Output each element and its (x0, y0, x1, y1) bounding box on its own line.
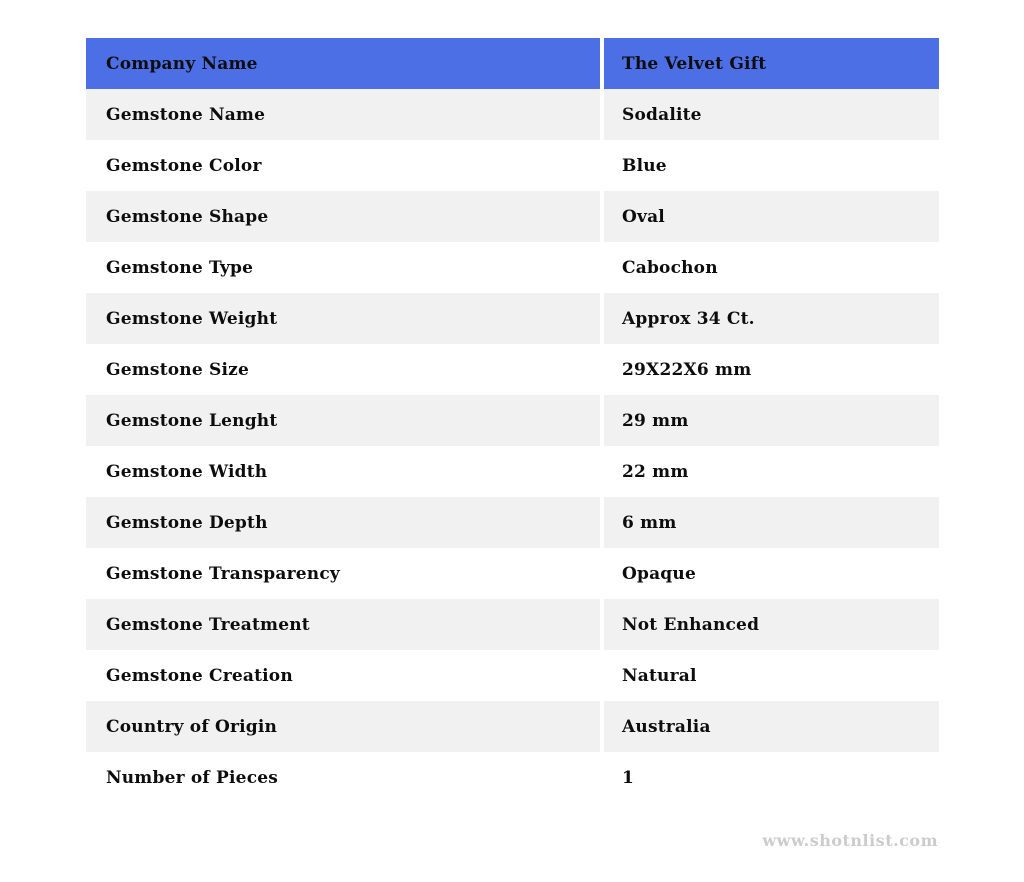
row-label: Gemstone Transparency (86, 548, 604, 599)
row-label: Gemstone Creation (86, 650, 604, 701)
row-value: Cabochon (622, 257, 718, 278)
row-label: Gemstone Lenght (86, 395, 604, 446)
table-row (86, 701, 939, 752)
table-row (86, 446, 939, 497)
row-value: Australia (604, 701, 939, 752)
row-value: 22 mm (622, 461, 689, 482)
table-row (86, 548, 939, 599)
row-label: Gemstone Color (86, 140, 604, 191)
row-label: Gemstone Treatment (86, 599, 604, 650)
row-label: Gemstone Type (86, 242, 604, 293)
table-row (86, 191, 939, 242)
row-value: 29 mm (604, 395, 939, 446)
table-row (86, 89, 939, 140)
row-label: Gemstone Size (86, 344, 604, 395)
row-value: 29X22X6 mm (622, 359, 752, 380)
header-label: Company Name (86, 38, 604, 89)
table-header-row (86, 38, 939, 89)
row-label: Gemstone Depth (86, 497, 604, 548)
table-row (86, 599, 939, 650)
row-label: Gemstone Weight (86, 293, 604, 344)
watermark: www.shotnlist.com (762, 831, 938, 850)
table-row (86, 497, 939, 548)
row-label: Gemstone Width (86, 446, 604, 497)
row-value: 6 mm (604, 497, 939, 548)
row-label: Gemstone Shape (86, 191, 604, 242)
row-value: Oval (604, 191, 939, 242)
header-value: The Velvet Gift (604, 38, 939, 89)
row-value: Not Enhanced (604, 599, 939, 650)
table-row (86, 395, 939, 446)
row-value: Opaque (622, 563, 696, 584)
row-value: Approx 34 Ct. (604, 293, 939, 344)
row-label: Country of Origin (86, 701, 604, 752)
table-row (86, 293, 939, 344)
row-value: Natural (622, 665, 697, 686)
table-row (86, 242, 939, 293)
row-value: Blue (622, 155, 667, 176)
table-row (86, 140, 939, 191)
table-row (86, 752, 939, 803)
gemstone-spec-table (86, 38, 939, 803)
row-value: Sodalite (604, 89, 939, 140)
table-row (86, 344, 939, 395)
row-label: Number of Pieces (86, 752, 604, 803)
table-row (86, 650, 939, 701)
row-label: Gemstone Name (86, 89, 604, 140)
row-value: 1 (622, 767, 635, 788)
